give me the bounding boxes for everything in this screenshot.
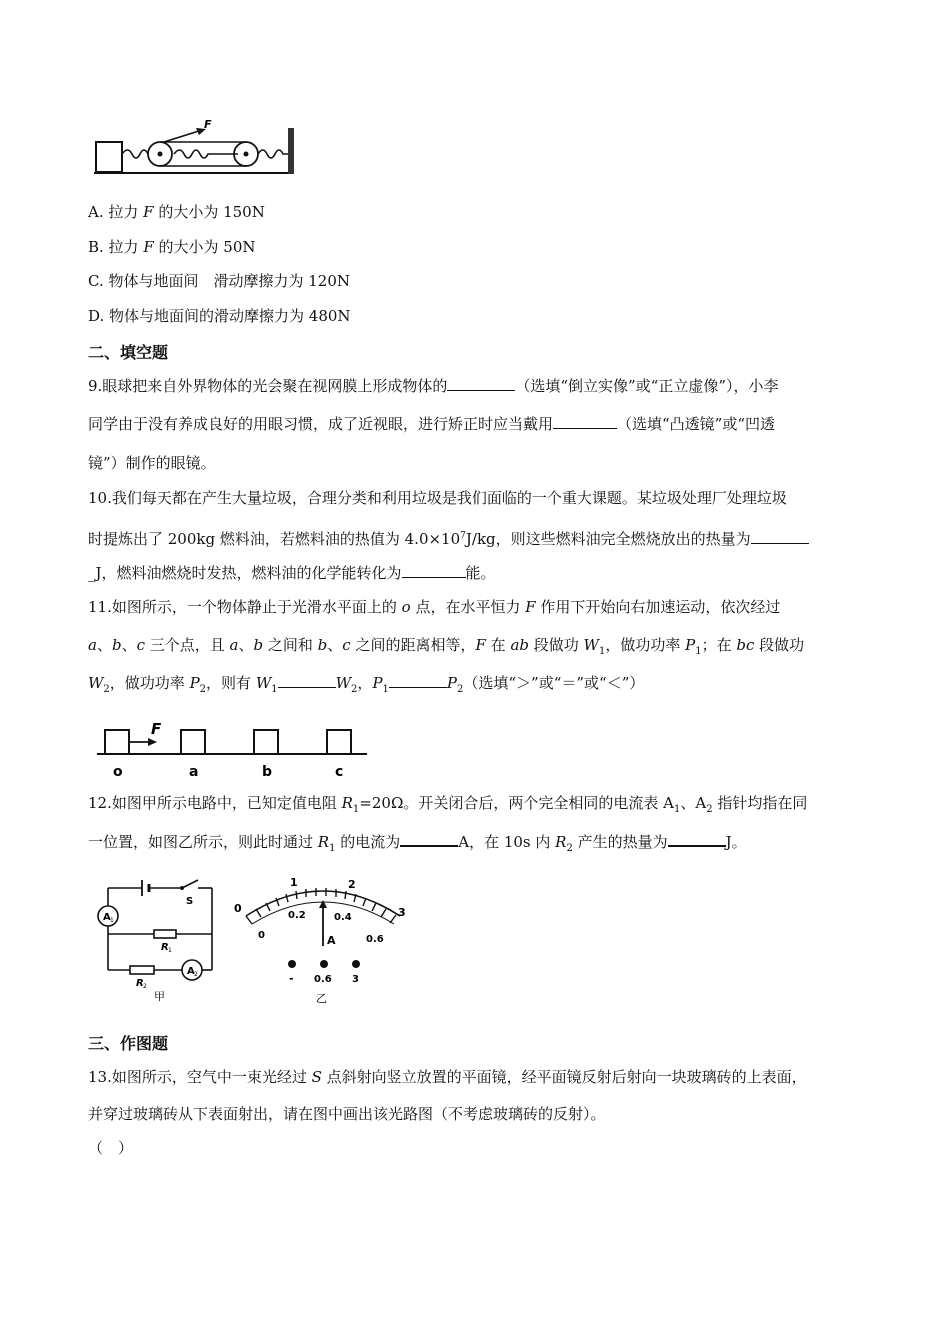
- force-label-2: F: [151, 720, 162, 738]
- needle-tip: [319, 900, 327, 908]
- q11-force-f: F: [525, 598, 536, 616]
- q11-c2: c: [342, 636, 351, 654]
- q11-bc: bc: [736, 636, 755, 654]
- q11-s7: 之间的距离相等，: [350, 636, 476, 654]
- q9-blank-1[interactable]: [447, 376, 515, 391]
- terminal-3: [352, 960, 360, 968]
- q13-line-1: [88, 1067, 807, 1087]
- rope-right: [258, 150, 288, 158]
- q10-text-2a: 时提炼出了 200kg 燃料油，若燃料油的热值为 4.0×10: [88, 530, 461, 548]
- pulley-figure: [90, 118, 300, 180]
- option-d-text: D. 物体与地面间的滑动摩擦力为 480N: [88, 307, 351, 325]
- q12-t1d: 指针均指在同: [712, 794, 808, 812]
- q11-s8: 在: [485, 636, 511, 654]
- scale-top-3: 3: [398, 906, 406, 919]
- section-3-heading: 三、作图题: [88, 1034, 169, 1053]
- q9-text-2b: （选填“凸透镜”或“凹透: [617, 415, 776, 433]
- motion-figure: [95, 716, 375, 780]
- option-c[interactable]: [88, 271, 350, 291]
- ammeter-dial-figure: [226, 872, 416, 1012]
- q10-text-3b: 能。: [465, 564, 496, 582]
- q13-line-2: [88, 1104, 606, 1124]
- q11-w: W: [583, 636, 599, 654]
- q13-point-s: S: [311, 1068, 322, 1086]
- box-a: [181, 730, 205, 754]
- q11-p2: P: [189, 674, 200, 692]
- q9-line-2: [88, 414, 775, 434]
- q12-r2-sub: 2: [566, 843, 573, 854]
- terminal-3-label: 3: [352, 974, 359, 985]
- q12-r1-sub: 1: [352, 804, 360, 815]
- resistor-r2-label: R: [136, 978, 144, 989]
- rope-left: [122, 150, 148, 158]
- q10-line-1: [88, 488, 787, 508]
- q11-p2-sub: 2: [199, 684, 207, 695]
- q9-text-2: 同学由于没有养成良好的用眼习惯，成了近视眼，进行矫正时应当戴用: [88, 415, 554, 433]
- wall: [288, 128, 294, 174]
- scale-bottom-3: 0.6: [366, 934, 384, 945]
- q11-s5: 之间和: [263, 636, 318, 654]
- switch-blade: [182, 880, 198, 888]
- q10-line-2: [88, 526, 809, 549]
- option-a-var: F: [143, 203, 154, 221]
- q12-r1b-sub: 1: [329, 843, 336, 854]
- q11-w2b: W: [335, 674, 352, 692]
- q12-line-1: [88, 793, 807, 820]
- scale-top-1: 1: [290, 876, 298, 889]
- q11-f2: F: [475, 636, 486, 654]
- q11-line-3: [88, 673, 644, 700]
- figure-yi-label: 乙: [316, 992, 327, 1005]
- q11-p2b-sub: 2: [457, 684, 464, 695]
- q12-t1b: =20Ω。开关闭合后，两个完全相同的电流表 A: [359, 794, 674, 812]
- ammeter-a1-sub: 1: [110, 917, 114, 924]
- q11-s10: ，做功功率: [605, 636, 686, 654]
- q10-blank-1[interactable]: [751, 529, 809, 544]
- q12-t2a: 一位置，如图乙所示，则此时通过: [88, 833, 318, 851]
- q10-text-3a: _J，燃料油燃烧时发热，燃料油的化学能转化为: [88, 564, 402, 582]
- block: [96, 142, 122, 172]
- q11-p: P: [685, 636, 696, 654]
- scale-bottom-1: 0.2: [288, 910, 306, 921]
- q11-p1b-sub: 1: [382, 684, 389, 695]
- q11-w2: W: [88, 674, 104, 692]
- q11-b2: b: [253, 636, 264, 654]
- q11-line-1: [88, 597, 780, 617]
- rope-mid: [174, 150, 238, 158]
- q12-t2e: J。: [725, 833, 747, 851]
- q10-exponent: 7: [460, 531, 466, 541]
- q12-t1c: 、A: [680, 794, 707, 812]
- q11-line-2: [88, 635, 804, 662]
- circuit-figure: [94, 874, 224, 1008]
- q9-text-3: 镜”）制作的眼镜。: [88, 454, 216, 472]
- q11-p-sub1: 1: [695, 646, 702, 657]
- pulley-1-axle: [158, 152, 163, 157]
- q9-text-1b: （选填“倒立实像”或“正立虚像”），小李: [515, 377, 779, 395]
- q11-s11: ；在: [701, 636, 737, 654]
- label-b: b: [262, 764, 273, 780]
- q11-t1c: 作用下开始向右加速运动，依次经过: [535, 598, 781, 616]
- q13-t2: 并穿过玻璃砖从下表面射出，请在图中画出该光路图（不考虑玻璃砖的反射）。: [88, 1105, 606, 1123]
- q11-c: c: [136, 636, 145, 654]
- q10-text-2b: J/kg，则这些燃料油完全燃烧放出的热量为: [465, 530, 751, 548]
- q11-s14: ，则有: [206, 674, 256, 692]
- label-o: o: [113, 764, 123, 780]
- q11-s12: 段做功: [754, 636, 805, 654]
- resistor-r1-label: R: [161, 942, 169, 953]
- q12-a1-sub: 1: [674, 804, 681, 815]
- option-a[interactable]: [88, 202, 265, 222]
- resistor-r1-sub: 1: [168, 947, 172, 954]
- q11-w-sub1: 1: [598, 646, 606, 657]
- resistor-r2-sub: 2: [143, 983, 147, 990]
- q11-w2b-sub: 2: [351, 684, 358, 695]
- option-b-var: F: [143, 238, 154, 256]
- q11-s3: 三个点，且: [145, 636, 230, 654]
- q12-a2-sub: 2: [706, 804, 713, 815]
- scale-bottom-2: 0.4: [334, 912, 352, 923]
- q11-s6: 、: [327, 636, 343, 654]
- q13-answer-bracket[interactable]: （ ）: [88, 1139, 134, 1157]
- force-label: F: [204, 118, 212, 131]
- resistor-r2: [130, 966, 154, 974]
- q11-a: a: [88, 636, 97, 654]
- q11-s2: 、: [121, 636, 137, 654]
- ammeter-a2-label: A: [187, 966, 195, 977]
- option-d[interactable]: [88, 306, 351, 326]
- q10-line-3: [88, 563, 496, 583]
- terminal-neg: [288, 960, 296, 968]
- label-c: c: [335, 764, 344, 780]
- q12-t2d: 产生的热量为: [572, 833, 668, 851]
- q11-s9: 段做功: [529, 636, 584, 654]
- q9-blank-2[interactable]: [553, 414, 617, 429]
- q12-blank-2[interactable]: [668, 831, 726, 847]
- q9-text-1: 9.眼球把来自外界物体的光会聚在视网膜上形成物体的: [88, 377, 448, 395]
- scale-top-0: 0: [234, 902, 242, 915]
- terminal-06-label: 0.6: [314, 974, 332, 985]
- scale-bottom-0: 0: [258, 930, 265, 941]
- box-o: [105, 730, 129, 754]
- option-a-prefix: A. 拉力: [88, 203, 144, 221]
- option-b[interactable]: [88, 237, 256, 257]
- q12-r1b: R: [317, 833, 330, 851]
- q11-w1b: W: [255, 674, 272, 692]
- q11-point-o: o: [401, 598, 411, 616]
- meter-unit: A: [327, 934, 336, 947]
- option-b-prefix: B. 拉力: [88, 238, 144, 256]
- q13-t1a: 13.如图所示，空气中一束光经过: [88, 1068, 312, 1086]
- q11-blank-1[interactable]: [278, 673, 336, 688]
- q11-b3: b: [317, 636, 328, 654]
- q11-a2: a: [229, 636, 239, 654]
- q12-blank-1[interactable]: [400, 831, 458, 847]
- ammeter-a1-label: A: [103, 912, 111, 923]
- option-b-suffix: 的大小为 50N: [153, 238, 256, 256]
- label-a: a: [189, 764, 199, 780]
- box-b: [254, 730, 278, 754]
- q11-s4: 、: [238, 636, 254, 654]
- q11-s16: （选填“＞”或“＝”或“＜”）: [463, 674, 645, 692]
- q12-t2b: 的电流为: [335, 833, 401, 851]
- switch-label: S: [186, 896, 194, 907]
- q9-line-1: [88, 376, 779, 396]
- q11-w1b-sub: 1: [271, 684, 278, 695]
- q11-p2b: P: [446, 674, 457, 692]
- q10-text-1: 10.我们每天都在产生大量垃圾，合理分类和利用垃圾是我们面临的一个重大课题。某垃圾处理厂处理垃圾: [88, 489, 787, 507]
- q11-t1a: 11.如图所示，一个物体静止于光滑水平面上的: [88, 598, 402, 616]
- q11-t1b: 点，在水平恒力: [410, 598, 526, 616]
- terminal-06: [320, 960, 328, 968]
- q11-p1b: P: [372, 674, 383, 692]
- scale-top-2: 2: [348, 878, 356, 891]
- option-a-suffix: 的大小为 150N: [153, 203, 265, 221]
- q11-s13: ，做功功率: [109, 674, 190, 692]
- figure-jia-label: 甲: [154, 990, 165, 1003]
- q11-s15: ，: [357, 674, 373, 692]
- q12-r1: R: [341, 794, 353, 812]
- q13-t1b: 点斜射向竖立放置的平面镜，经平面镜反射后射向一块玻璃砖的上表面，: [321, 1068, 807, 1086]
- q11-blank-2[interactable]: [389, 673, 447, 688]
- terminal-neg-label: -: [289, 972, 294, 985]
- pulley-2-axle: [244, 152, 249, 157]
- q11-ab: ab: [510, 636, 529, 654]
- q9-line-3: [88, 453, 216, 473]
- section-2-heading: 二、填空题: [88, 343, 169, 362]
- q12-t2c: A，在 10s 内: [458, 833, 556, 851]
- q12-r2: R: [555, 833, 567, 851]
- resistor-r1: [154, 930, 176, 938]
- q11-b: b: [111, 636, 122, 654]
- q12-line-2: [88, 831, 747, 859]
- q11-w2-sub: 2: [103, 684, 110, 695]
- option-c-text: C. 物体与地面间 滑动摩擦力为 120N: [88, 272, 351, 290]
- ammeter-a2-sub: 2: [194, 971, 198, 978]
- force-arrow: [164, 130, 202, 142]
- q12-t1a: 12.如图甲所示电路中，已知定值电阻: [88, 794, 342, 812]
- box-c: [327, 730, 351, 754]
- force-arrowhead-2: [148, 738, 157, 746]
- q11-s1: 、: [96, 636, 112, 654]
- q10-blank-2[interactable]: [402, 563, 466, 578]
